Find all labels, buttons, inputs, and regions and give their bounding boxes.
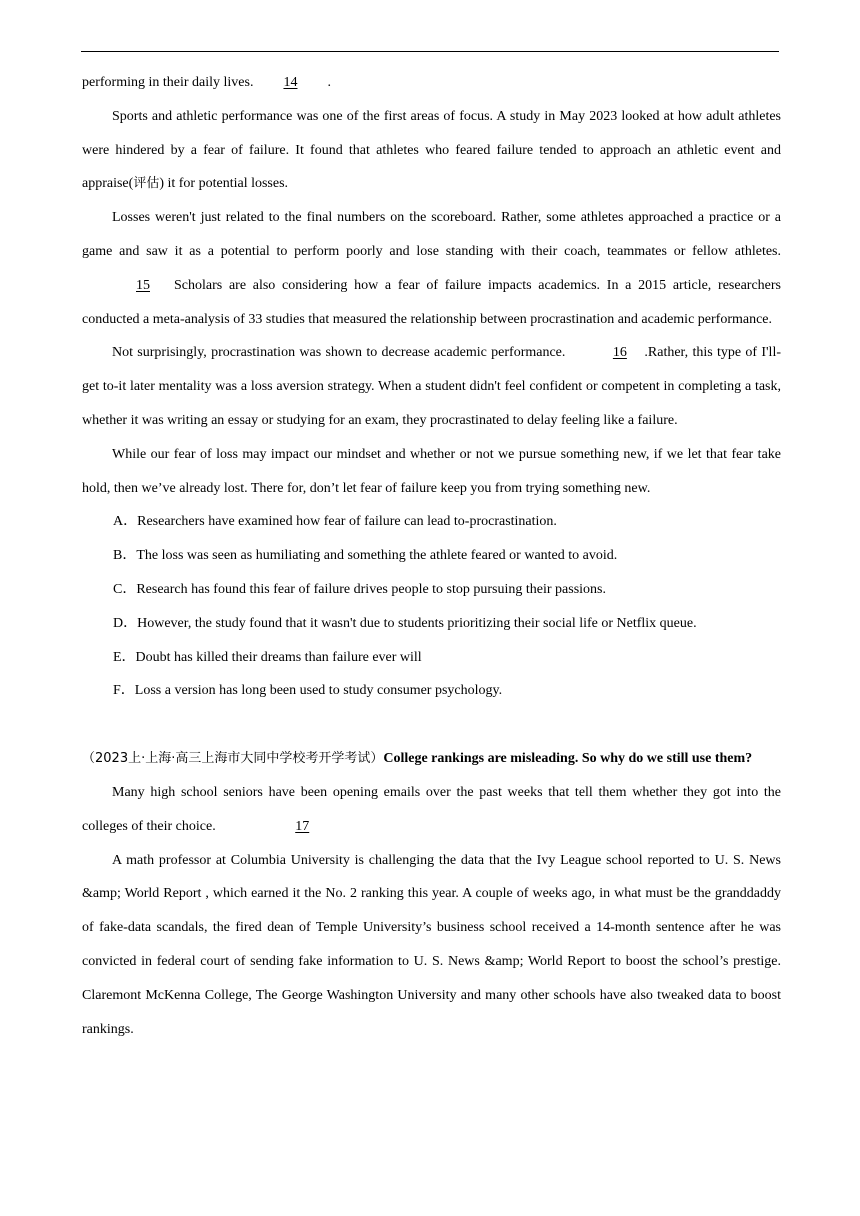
option-a[interactable]: A．Researchers have examined how fear of failure can lead to-procrastination.	[113, 514, 557, 530]
text-cjk: 评估	[133, 176, 160, 192]
passage-title: College rankings are misleading. So why do we still use them?	[383, 751, 753, 767]
paragraph-columbia: A math professor at Columbia University is challenging the data that the Ivy League school reported to U. S. News &amp; World Report , which earned it the No. 2 ranking this year. A couple of weeks ago, in what must be the granddaddy of fake-data scandals, the fired dean of Temple University’s business school received a 14-month sentence after he was convicted in federal court of sending fake information to U. S. News &amp; World Report to boost the school’s prestige. Claremont McKenna College, The George Washington University and many other schools have also tweaked data to boost rankings.	[82, 852, 781, 1037]
blank-17[interactable]: 17	[295, 818, 310, 834]
document-body	[82, 66, 781, 1046]
text: .	[327, 75, 331, 90]
text: Scholars are also considering how a fear of failure impacts academics. In a 2015 article, researchers conducted a meta-analysis of 33 studies that measured the relationship between procrastination and academic performance.	[82, 277, 781, 327]
text: Many high school seniors have been opening emails over the past weeks that tell them whether they got into the colleges of their choice.	[82, 784, 781, 834]
paragraph-sports	[82, 100, 781, 201]
option-e[interactable]: E．Doubt has killed their dreams than failure ever will	[113, 649, 422, 665]
blank-16[interactable]: 16	[612, 345, 627, 361]
option-f[interactable]: F．Loss a version has long been used to study consumer psychology.	[113, 683, 503, 699]
header-rule	[81, 51, 779, 52]
text: performing in their daily lives.	[82, 75, 254, 90]
blank-15[interactable]: 15	[136, 277, 150, 293]
option-c[interactable]: C．Research has found this fear of failure drives people to stop pursuing their passions.	[113, 581, 607, 597]
text: Sports and athletic performance was one of the first areas of focus. A study in May 2023 looked at how adult athletes were hindered by a fear of failure. It found that athletes who feared failure tended to approach an athletic event and appraise(	[82, 108, 781, 192]
spacer	[82, 708, 781, 742]
question-source: （2023上·上海·高三上海市大同中学校考开学考试）	[82, 751, 384, 767]
paragraph-continuation	[82, 66, 781, 100]
blank-14[interactable]: 14	[283, 75, 298, 90]
text: ) it for potential losses.	[159, 176, 289, 192]
option-d[interactable]: D．However, the study found that it wasn't due to students prioritizing their social life or Netflix queue.	[113, 615, 697, 631]
text: .Rather, this type of I'll-get to-it later mentality was a loss aversion strategy. When a student didn't feel confident or competent in completing a task, whether it was writing an essay or studying for an exam, they procrastinated to delay feeling like a failure.	[82, 345, 781, 428]
paragraph-procrastination	[82, 336, 781, 437]
option-list	[82, 505, 781, 708]
option-b[interactable]: B．The loss was seen as humiliating and something the athlete feared or wanted to avoid.	[113, 548, 618, 564]
paragraph-conclusion: While our fear of loss may impact our mindset and whether or not we pursue something new, if we let that fear take hold, then we’ve already lost. There for, don’t let fear of failure keep you from trying something new.	[82, 446, 781, 496]
text: Losses weren't just related to the final numbers on the scoreboard. Rather, some athletes approached a practice or a game and saw it as a potential to perform poorly and lose standing with their coach, teammates or fellow athletes.	[82, 210, 781, 259]
paragraph-losses	[82, 201, 781, 336]
paragraph-seniors	[82, 776, 781, 844]
text: Not surprisingly, procrastination was shown to decrease academic performance.	[112, 345, 566, 361]
passage-heading	[82, 742, 781, 776]
